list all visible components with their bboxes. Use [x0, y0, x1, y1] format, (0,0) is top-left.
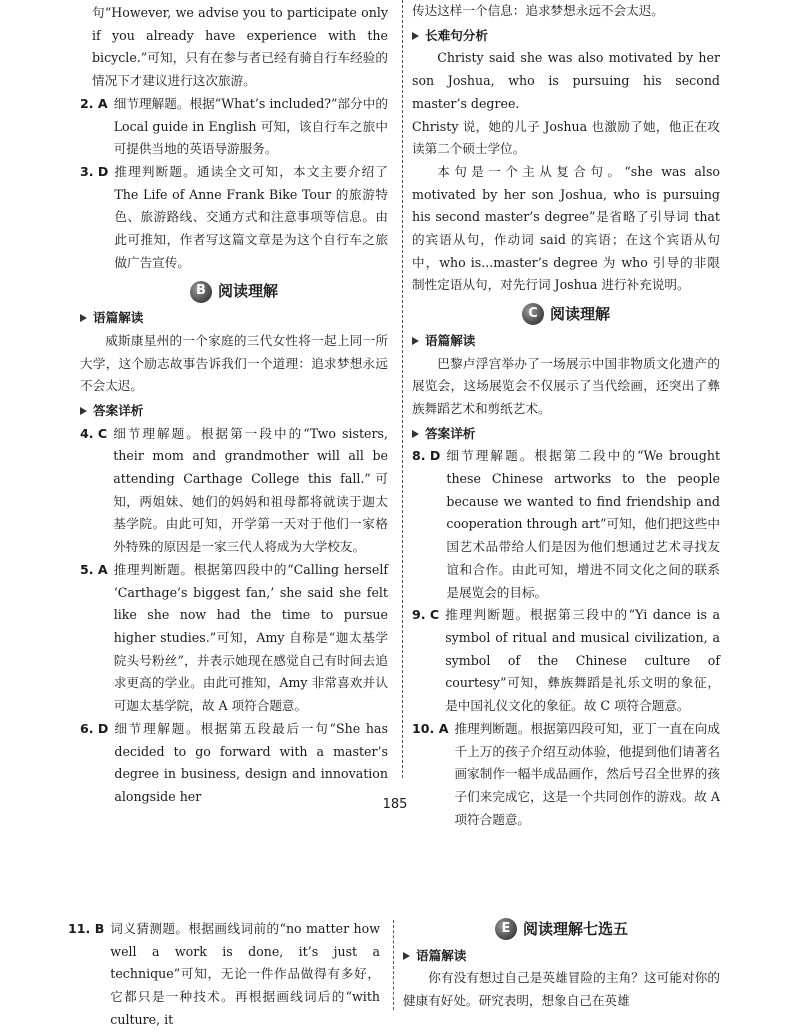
explanation-text: 根据画线词前的“no matter how well a work is done, it’s just a technique”可知，无论一件作品做得有多好，它都只是一种技术。再根据画线词后的“with culture, it [110, 921, 380, 1027]
subheading-yupian: 语篇解读 [80, 307, 388, 330]
answer-item-3 [80, 161, 388, 275]
question-type: 推理判断题。 [114, 163, 197, 179]
passage-summary: 你有没有想过自己是英雄冒险的主角？这可能对你的健康有好处。研究表明，想象自己在英雄 [403, 970, 720, 1009]
explanation-text: 根据第三段中的“Yi dance is a symbol of ritual and musical civilization, a symbol of the Chinese culture of courtesy”可知，彝族舞蹈是礼乐文明的象征，是中国礼仪文化的象征。故 C 项符合题意。 [445, 607, 720, 714]
bottom-right-column [403, 918, 720, 1010]
bottom-left-column [68, 918, 380, 1027]
explanation-text: 根据“What’s included?”部分中的 Local guide in English 可知，该自行车之旅中可提供当地的英语导游服务。 [113, 95, 389, 157]
answer-number: 11. B [68, 921, 105, 936]
question-type: 推理判断题。 [445, 607, 530, 623]
answer-number: 3. D [80, 163, 109, 179]
explanation-text: 根据第二段中的“We brought these Chinese artworks to the people because we wanted to find friendship and cooperation through art”可知，他们把这些中国艺术品带给人们是因为他们想通过艺术寻找友谊和合作。由此可知，增进不同文化之间的联系是展览会的目标。 [446, 448, 721, 600]
answer-item-4 [80, 423, 388, 559]
subheading-yupian: 语篇解读 [403, 945, 720, 968]
question-type: 推理判断题。 [113, 561, 194, 577]
triangle-bullet-icon [412, 32, 419, 40]
left-continued-text: 句“However, we advise you to participate only if you already have experience with the bicycle.”可知，只有在参与者已经有骑自行车经验的情况下才建议进行这次旅游。 [92, 5, 388, 89]
explanation-text: 根据第四段可知，亚丁一直在向成千上万的孩子介绍互动体验，他提到他们请著名画家制作一幅半成品画作，然后号召全世界的孩子们来完成它，这是一个共同创作的游戏。故 A 项符合题意。 [454, 720, 721, 827]
subheading-answers: 答案详析 [80, 400, 388, 423]
section-heading-b [80, 280, 388, 303]
subheading-long-sentence: 长难句分析 [412, 25, 720, 48]
answer-number: 2. A [80, 95, 108, 111]
right-column [412, 0, 720, 831]
answer-number: 6. D [80, 720, 109, 736]
subheading-yupian: 语篇解读 [412, 330, 720, 353]
sentence-english: Christy said she was also motivated by her son Joshua, who is pursuing his second master’s degree. [412, 50, 720, 111]
triangle-bullet-icon [412, 337, 419, 345]
question-type: 细节理解题。 [113, 95, 190, 111]
column-divider [402, 0, 403, 778]
section-title: 阅读理解 [549, 305, 610, 324]
answer-number: 9. C [412, 607, 440, 623]
section-heading-e [403, 918, 720, 941]
triangle-bullet-icon [80, 407, 87, 415]
column-divider [393, 920, 394, 1010]
answer-item-11 [68, 918, 380, 1032]
question-type: 词义猜测题。 [110, 921, 189, 936]
answer-item-2 [80, 93, 388, 161]
answer-item-10 [412, 718, 720, 832]
passage-summary: 巴黎卢浮宫举办了一场展示中国非物质文化遗产的展览会，这场展览会不仅展示了当代绘画，还突出了彝族舞蹈艺术和剪纸艺术。 [412, 355, 720, 416]
explanation-text: 根据第四段中的“Calling herself ‘Carthage’s biggest fan,’ she said she felt like she now had the time to pursue higher studies.”可知，Amy 自称是“迦太基学院头号粉丝”，并表示她现在感觉自己有时间去追求更高的学业。由此可推知，Amy 非常喜欢并认可迦太基学院，故 A 项符合题意。 [113, 561, 389, 714]
answer-item-6 [80, 718, 388, 809]
question-type: 细节理解题。 [113, 425, 201, 441]
section-title: 阅读理解七选五 [522, 920, 628, 938]
page-number: 185 [382, 797, 408, 812]
question-type: 细节理解题。 [114, 720, 201, 736]
left-column [80, 2, 388, 809]
passage-summary: 威斯康星州的一个家庭的三代女性将一起上同一所大学，这个励志故事告诉我们一个道理：追求梦想永远不会太迟。 [80, 332, 388, 394]
triangle-bullet-icon [80, 314, 87, 322]
right-continued-text: 传达这样一个信息：追求梦想永远不会太迟。 [412, 3, 664, 18]
answer-number: 4. C [80, 425, 108, 441]
section-e-badge-icon: E [495, 918, 517, 940]
subheading-answers: 答案详析 [412, 423, 720, 446]
answer-number: 8. D [412, 448, 441, 464]
explanation-text: 根据第一段中的“Two sisters, their mom and grandmother will all be attending Carthage College this fall.”可知，两姐妹、她们的妈妈和祖母都将就读于迦太基学院。由此可知，开学第一天对于他们一家格外特殊的原因是一家三代人将成为大学校友。 [113, 425, 389, 555]
triangle-bullet-icon [403, 952, 410, 960]
section-b-badge-icon: B [190, 281, 212, 303]
sentence-translation: Christy 说，她的儿子 Joshua 也激励了她，他正在攻读第二个硕士学位。 [412, 118, 720, 157]
explanation-text: 根据第五段最后一句“She has decided to go forward with a master’s degree in business, design and innovation alongside her [114, 720, 389, 804]
sentence-analysis: 本句是一个主从复合句。“she was also motivated by her son Joshua, who is pursuing his second master’s degree”是省略了引导词 that 的宾语从句，作动词 said 的宾语；在这个宾语从句中，who is...master’s degree 为 who 引导的非限制性定语从句，对先行词 Joshua 进行补充说明。 [412, 163, 720, 293]
triangle-bullet-icon [412, 430, 419, 438]
answer-item-5 [80, 559, 388, 718]
answer-number: 5. A [80, 561, 108, 577]
answer-item-9 [412, 604, 720, 718]
section-title: 阅读理解 [217, 282, 278, 301]
explanation-text: 通读全文可知，本文主要介绍了 The Life of Anne Frank Bike Tour 的旅游特色、旅游路线、交通方式和注意事项等信息。由此可推知，作者写这篇文章是为这个自行车之旅做广告宣传。 [114, 163, 389, 270]
answer-number: 10. A [412, 720, 449, 736]
question-type: 推理判断题。 [454, 720, 531, 736]
question-type: 细节理解题。 [446, 448, 535, 464]
answer-item-8 [412, 445, 720, 604]
section-c-badge-icon: C [522, 303, 544, 325]
section-heading-c [412, 303, 720, 326]
